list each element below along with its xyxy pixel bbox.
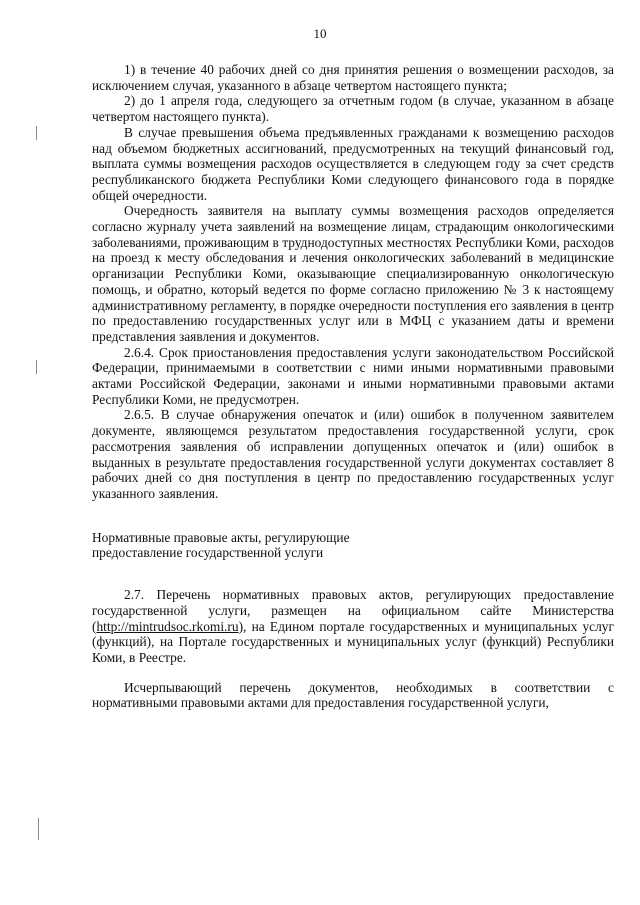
margin-mark — [38, 818, 39, 840]
section-heading — [92, 530, 614, 561]
document-body — [92, 62, 614, 711]
paragraph-applicant-queue: Очередность заявителя на выплату суммы возмещения расходов определяется согласно журналу учета заявлений на возмещение лицам, страдающим онкологическими заболеваниями, проживающим в труднодоступных местностях Республики Коми, расходов на проезд к месту обследования и лечения онкологических заболеваний в медицинские организации Республики Коми, оказывающие специализированную онкологическую помощь, и обратно, который ведется по форме согласно приложению № 3 к настоящему административному регламенту, в порядке очередности поступления его заявления в центр по предоставлению государственных услуг или в МФЦ с указанием даты и времени представления заявления и документов. — [92, 203, 614, 344]
margin-mark — [36, 360, 37, 374]
paragraph-item-2: 2) до 1 апреля года, следующего за отчетным годом (в случае, указанном в абзаце четвертом настоящего пункта). — [92, 93, 614, 125]
page-number: 10 — [313, 26, 327, 41]
paragraph-budget-excess: В случае превышения объема предъявленных гражданами к возмещению расходов над объемом бюджетных ассигнований, предусмотренных на текущий финансовый год, выплата суммы возмещения расходов осуществляется в следующем году за счет средств республиканского бюджета Республики Коми следующего финансового года в порядке общей очередности. — [92, 124, 614, 203]
ministry-website-link[interactable]: http://mintrudsoc.rkomi.ru — [96, 618, 239, 634]
paragraph-documents-list: Исчерпывающий перечень документов, необходимых в соответствии с нормативными правовыми актами для предоставления государственной услуги, — [92, 679, 614, 711]
paragraph-2-6-4: 2.6.4. Срок приостановления предоставления услуги законодательством Российской Федерации, принимаемыми в соответствии с ними иными нормативными правовыми актами Российской Федерации, законами и иными нормативными правовыми актами Республики Коми, не предусмотрен. — [92, 344, 614, 407]
paragraph-2-7 — [92, 587, 614, 666]
paragraph-item-1: 1) в течение 40 рабочих дней со дня принятия решения о возмещении расходов, за исключением случая, указанного в абзаце четвертом настоящего пункта; — [92, 62, 614, 93]
paragraph-2-6-5: 2.6.5. В случае обнаружения опечаток и (или) ошибок в полученном заявителем документе, являющемся результатом предоставления государственной услуги, срок рассмотрения заявления об исправлении допущенных опечаток и (или) ошибок в выданных в результате предоставления государственной услуги документах составляет 8 рабочих дней со дня поступления в центр по предоставлению государственных услуг указанного заявления. — [92, 407, 614, 501]
paragraph-2-7-text-before: 2.7. Перечень нормативных правовых актов, регулирующих предоставление государственной услуги, размещен на официальном сайте Министерства ( — [92, 587, 614, 634]
section-heading-line-1: Нормативные правовые акты, регулирующие — [92, 529, 350, 545]
section-heading-line-2: предоставление государственной услуги — [92, 545, 324, 561]
margin-mark — [36, 126, 37, 140]
paragraph-2-7-text-after: ), на Едином портале государственных и муниципальных услуг (функций), на Портале государственных и муниципальных услуг (функций) Республики Коми, в Реестре. — [92, 618, 614, 665]
